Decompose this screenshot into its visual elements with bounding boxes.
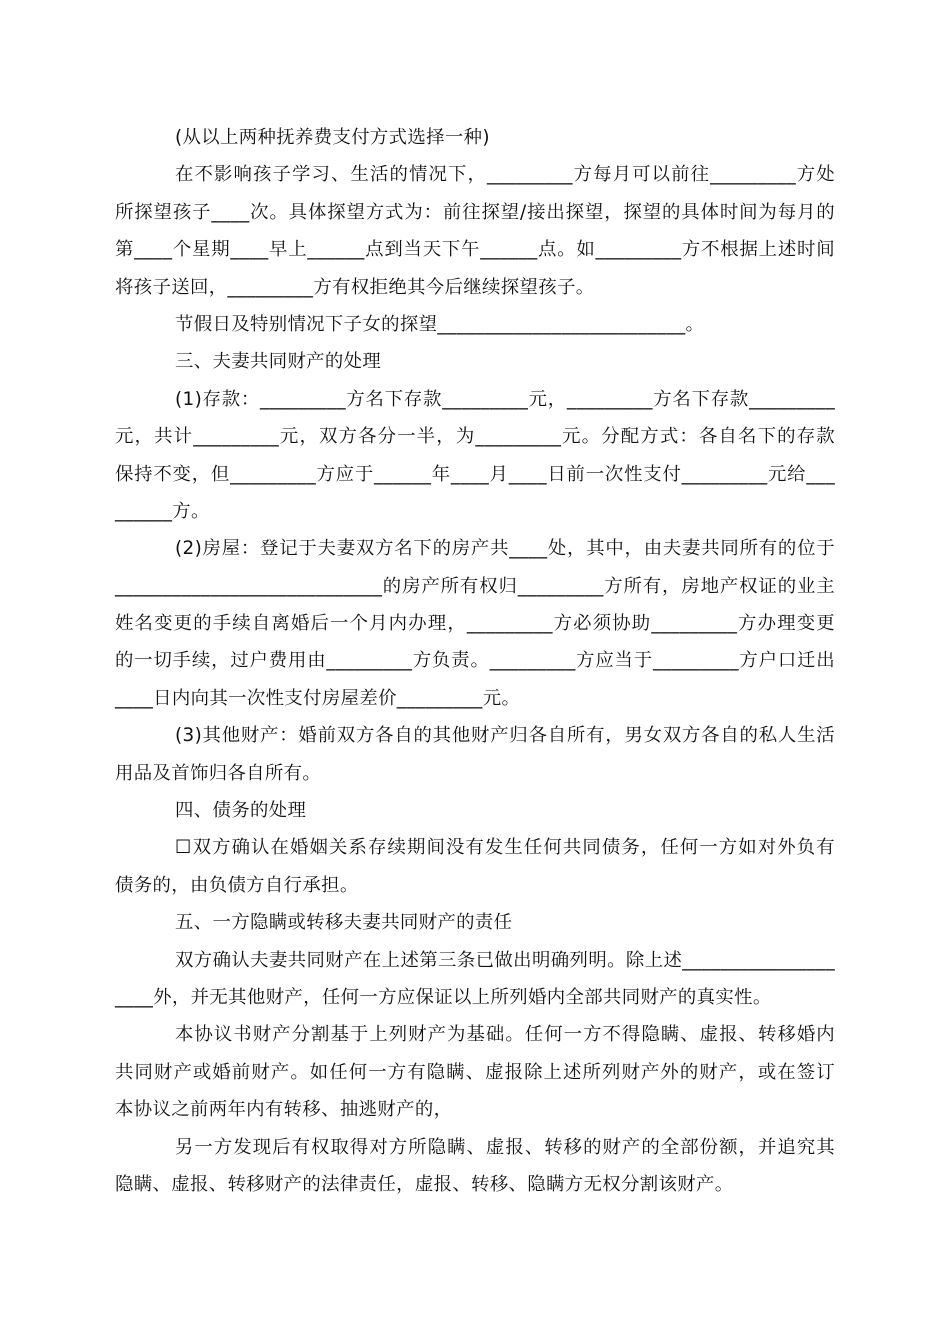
document-text-line: ______方。: [115, 500, 210, 522]
document-text-line: 姓名变更的手续自离婚后一个月内办理，_________方必须协助_________方办理变更: [115, 613, 835, 635]
document-text-line: 共同财产或婚前财产。如任何一方有隐瞒、虚报除上述所列财产外的财产，或在签订: [115, 1061, 835, 1083]
document-text-line: 节假日及特别情况下子女的探望__________________________。: [175, 313, 705, 335]
document-text-line: 另一方发现后有权取得对方所隐瞒、虚报、转移的财产的全部份额，并追究其: [175, 1136, 835, 1158]
document-body: [115, 119, 835, 1203]
document-text-line: 用品及首饰归各自所有。: [115, 762, 322, 784]
document-text-line: 四、债务的处理: [175, 800, 307, 822]
document-text-line: 本协议之前两年内有转移、抽逃财产的，: [115, 1099, 453, 1121]
document-text-line: 元，共计_________元，双方各分一半，为_________元。分配方式：各自名下的存款: [115, 426, 835, 448]
document-text-line: 所探望孩子____次。具体探望方式为：前往探望/接出探望，探望的具体时间为每月的: [115, 201, 835, 223]
document-text-line: (1)存款：_________方名下存款_________元，_________方名下存款_________: [175, 388, 835, 410]
document-text-line: ____外，并无其他财产，任何一方应保证以上所列婚内全部共同财产的真实性。: [115, 986, 772, 1008]
document-text-line: (从以上两种抚养费支付方式选择一种): [175, 127, 490, 148]
document-text-line: 将孩子送回，_________方有权拒绝其今后继续探望孩子。: [115, 276, 595, 298]
document-text-line: (2)房屋：登记于夫妻双方名下的房产共____处，其中，由夫妻共同所有的位于: [175, 538, 835, 560]
document-text-line: 的一切手续，过户费用由_________方负责。_________方应当于_________方户口迁出: [115, 650, 835, 672]
document-text-line: ☐双方确认在婚姻关系存续期间没有发生任何共同债务，任何一方如对外负有: [175, 837, 835, 859]
document-text-line: 五、一方隐瞒或转移夫妻共同财产的责任: [175, 912, 513, 934]
document-text-line: 保持不变，但_________方应于______年____月____日前一次性支付_________元给___: [115, 463, 835, 485]
document-text-line: 隐瞒、虚报、转移财产的法律责任，虚报、转移、隐瞒方无权分割该财产。: [115, 1173, 734, 1195]
document-text-line: ____________________________的房产所有权归_________方所有，房地产权证的业主: [115, 575, 835, 597]
document-text-line: 本协议书财产分割基于上列财产为基础。任何一方不得隐瞒、虚报、转移婚内: [175, 1024, 835, 1046]
document-text-line: ____日内向其一次性支付房屋差价_________元。: [115, 687, 521, 709]
document-text-line: 在不影响孩子学习、生活的情况下，_________方每月可以前往_________方处: [175, 164, 835, 186]
document-text-line: 第____个星期____早上______点到当天下午______点。如_________方不根据上述时间: [115, 239, 835, 261]
document-text-line: 三、夫妻共同财产的处理: [175, 351, 382, 373]
document-text-line: 债务的，由负债方自行承担。: [115, 874, 359, 896]
document-text-line: (3)其他财产：婚前双方各自的其他财产归各自所有，男女双方各自的私人生活: [175, 725, 835, 747]
document-text-line: 双方确认夫妻共同财产在上述第三条已做出明确列明。除上述________________: [175, 949, 835, 971]
